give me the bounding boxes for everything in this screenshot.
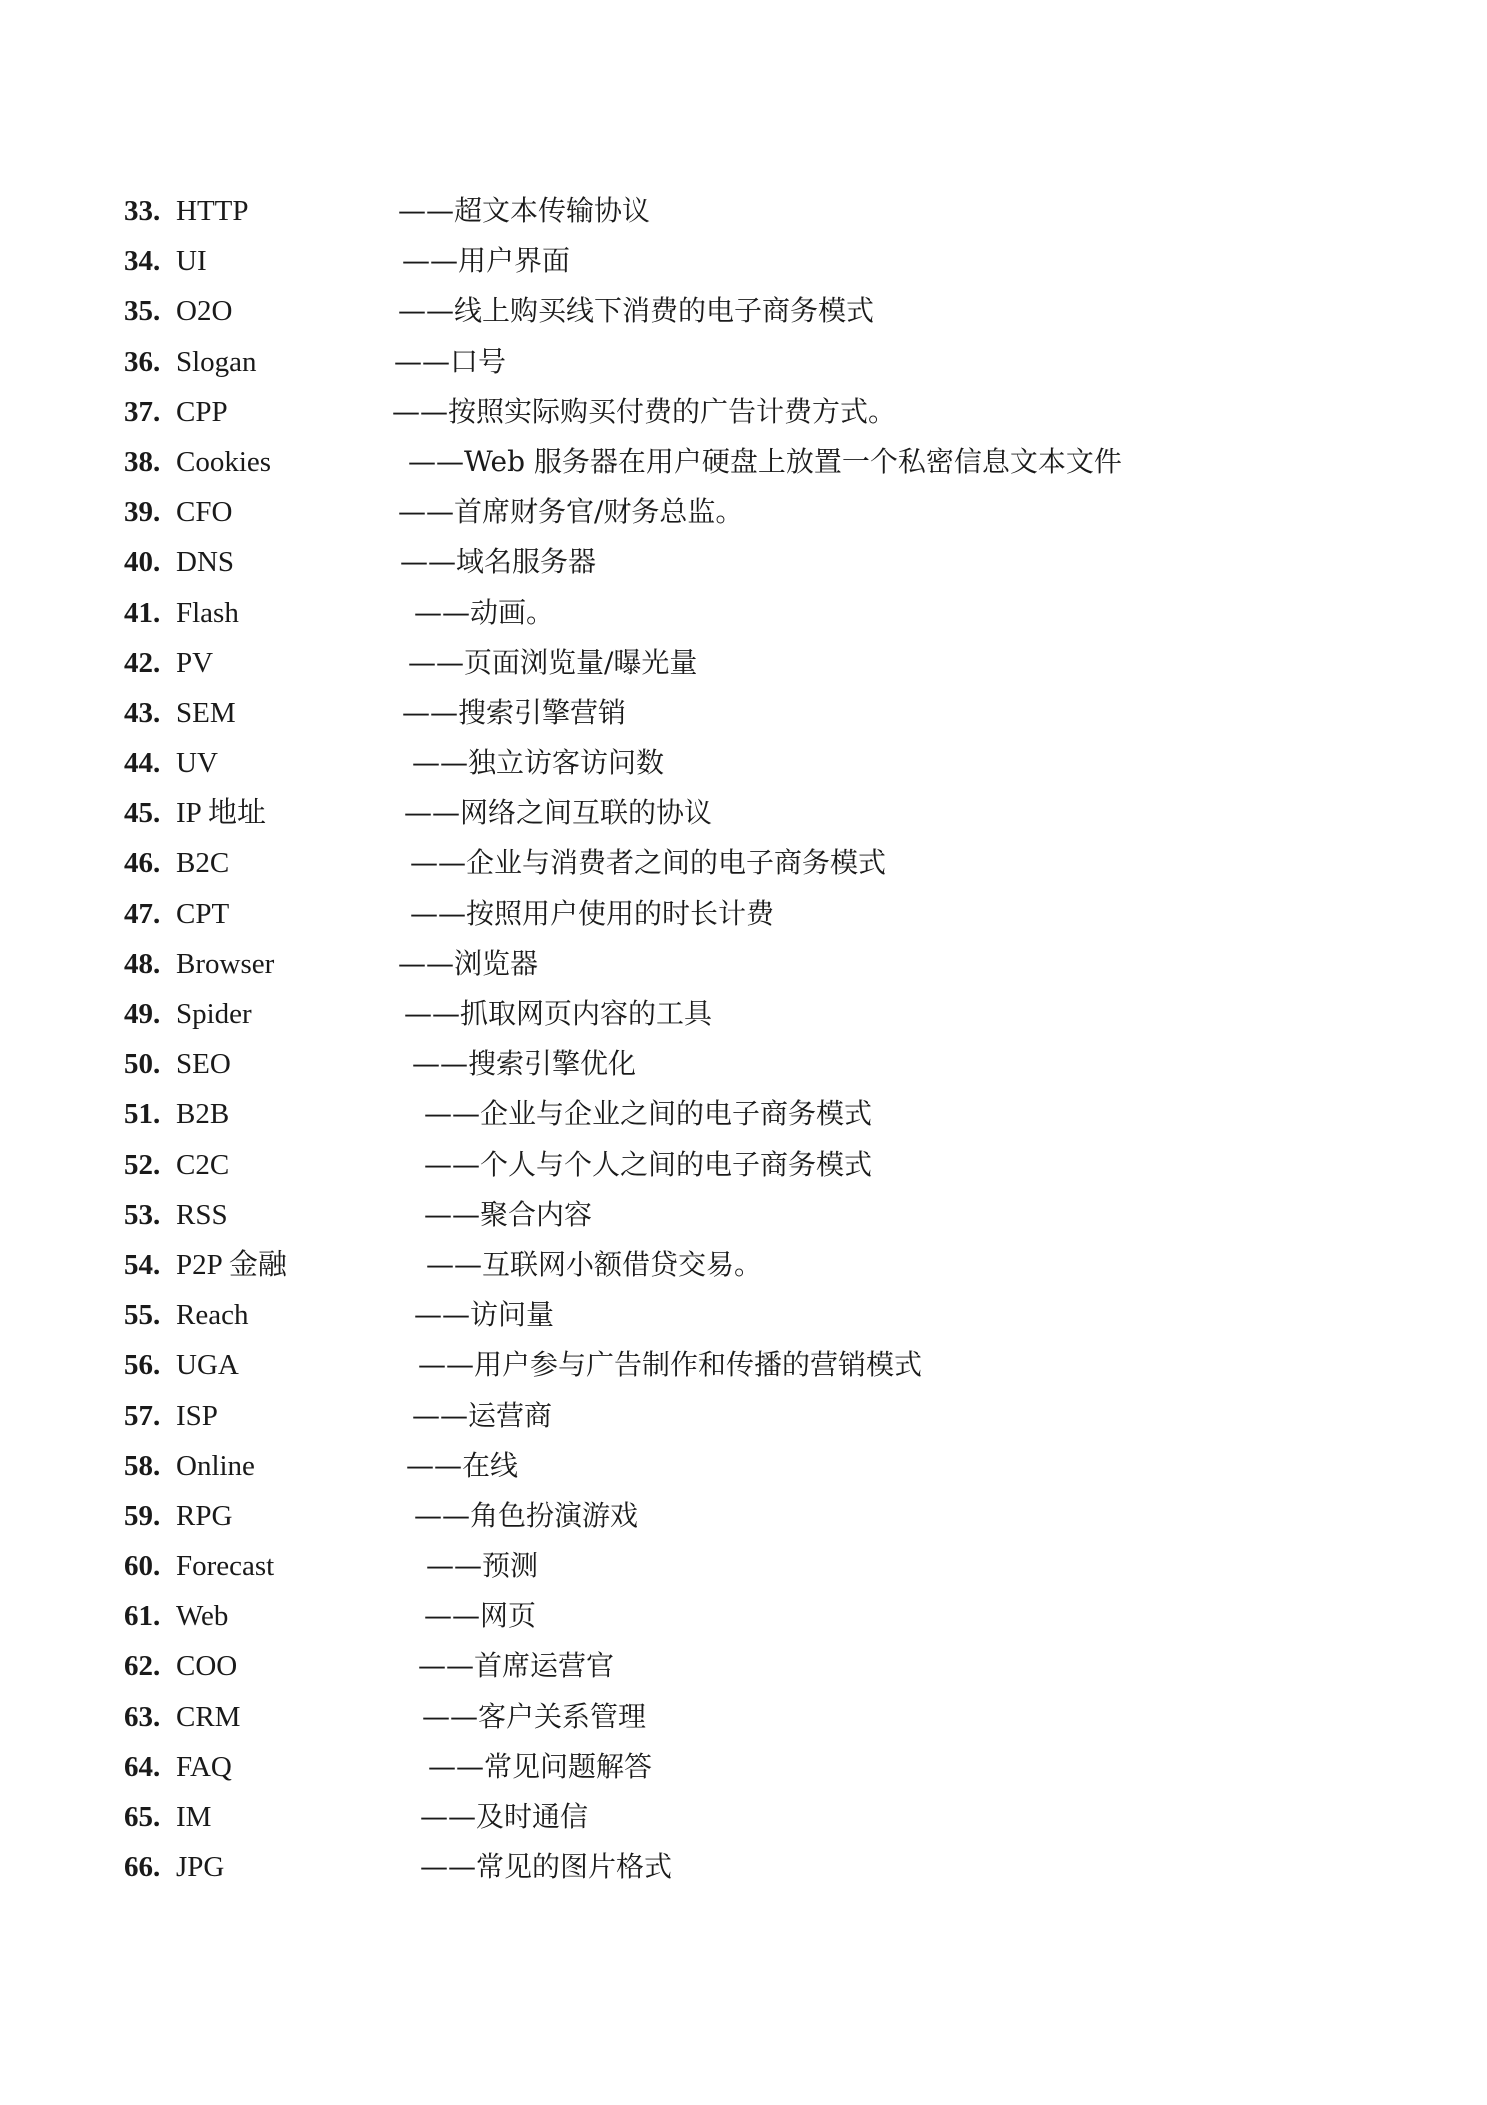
entry-number: 60.: [124, 1550, 161, 1583]
entry-term: UGA: [176, 1349, 239, 1382]
glossary-entry: [124, 989, 1384, 1039]
entry-number: 36.: [124, 345, 161, 378]
glossary-entry: [124, 1140, 1384, 1190]
entry-term: Cookies: [176, 445, 272, 478]
entry-definition: ——访问量: [414, 1298, 555, 1332]
entry-number: 56.: [124, 1349, 161, 1382]
glossary-entry: [124, 1491, 1384, 1541]
entry-definition: ——常见的图片格式: [420, 1850, 673, 1884]
glossary-entry: [124, 688, 1384, 738]
entry-term: Online: [176, 1449, 255, 1482]
glossary-entry: [124, 286, 1384, 336]
entry-definition: ——个人与个人之间的电子商务模式: [424, 1147, 873, 1181]
glossary-entry: [124, 1441, 1384, 1491]
entry-number: 41.: [124, 596, 161, 629]
entry-number: 51.: [124, 1098, 161, 1131]
glossary-entry: [124, 1340, 1384, 1390]
entry-definition: ——及时通信: [420, 1800, 589, 1833]
entry-number: 34.: [124, 245, 161, 278]
entry-term: Flash: [176, 596, 239, 629]
glossary-entry: [124, 1842, 1384, 1892]
entry-number: 55.: [124, 1299, 161, 1332]
glossary-entry: [124, 1240, 1384, 1290]
glossary-entry: [124, 1089, 1384, 1139]
entry-number: 35.: [124, 295, 161, 328]
entry-definition: ——独立访客访问数: [412, 746, 665, 780]
glossary-entry: [124, 939, 1384, 989]
entry-definition: ——预测: [426, 1549, 539, 1583]
entry-term: Web: [176, 1600, 229, 1633]
entry-definition: ——企业与企业之间的电子商务模式: [424, 1097, 873, 1131]
glossary-entry: [124, 1391, 1384, 1441]
glossary-entry: [124, 1039, 1384, 1089]
entry-definition: ——企业与消费者之间的电子商务模式: [410, 846, 887, 880]
entry-number: 66.: [124, 1851, 161, 1884]
entry-term: RPG: [176, 1499, 233, 1532]
entry-definition: ——常见问题解答: [428, 1749, 653, 1783]
glossary-entry: [124, 1692, 1384, 1742]
entry-definition: ——搜索引擎营销: [402, 695, 627, 729]
entry-number: 64.: [124, 1750, 161, 1783]
entry-term: CPP: [176, 395, 228, 428]
entry-number: 65.: [124, 1801, 161, 1833]
entry-definition: ——口号: [394, 344, 507, 378]
entry-number: 58.: [124, 1449, 161, 1482]
entry-number: 48.: [124, 947, 161, 980]
glossary-entry: [124, 487, 1384, 537]
entry-definition: ——互联网小额借贷交易。: [426, 1247, 763, 1281]
entry-term: Reach: [176, 1299, 249, 1332]
glossary-entry: [124, 889, 1384, 939]
entry-number: 45.: [124, 797, 161, 830]
glossary-entry: [124, 1641, 1384, 1691]
entry-term: SEO: [176, 1048, 231, 1081]
glossary-entry: [124, 1290, 1384, 1340]
entry-term: O2O: [176, 295, 233, 328]
entry-number: 38.: [124, 445, 161, 478]
glossary-entry: [124, 186, 1384, 236]
glossary-list: [124, 186, 1384, 1892]
entry-term: IM: [176, 1801, 212, 1833]
entry-definition: ——按照实际购买付费的广告计费方式。: [392, 394, 897, 428]
entry-definition: ——搜索引擎优化: [412, 1047, 637, 1081]
entry-definition: ——线上购买线下消费的电子商务模式: [398, 294, 875, 328]
entry-definition: ——用户参与广告制作和传播的营销模式: [418, 1348, 923, 1382]
entry-definition: ——超文本传输协议: [398, 194, 651, 227]
entry-term: ISP: [176, 1399, 218, 1432]
entry-term: CFO: [176, 496, 233, 529]
entry-definition: ——角色扮演游戏: [414, 1498, 639, 1532]
glossary-entry: [124, 1792, 1384, 1842]
glossary-entry: [124, 1541, 1384, 1591]
entry-definition: ——首席运营官: [418, 1649, 615, 1683]
entry-term: UV: [176, 747, 218, 780]
entry-term: IP 地址: [176, 797, 266, 830]
entry-term: CPT: [176, 897, 230, 930]
entry-number: 33.: [124, 195, 161, 227]
glossary-entry: [124, 838, 1384, 888]
glossary-entry: [124, 437, 1384, 487]
glossary-entry: [124, 1742, 1384, 1792]
entry-definition: ——用户界面: [402, 244, 571, 278]
entry-number: 57.: [124, 1399, 161, 1432]
entry-definition: ——运营商: [412, 1398, 553, 1432]
entry-term: P2P 金融: [176, 1248, 287, 1281]
glossary-entry: [124, 337, 1384, 387]
entry-number: 49.: [124, 998, 161, 1030]
entry-number: 44.: [124, 747, 161, 780]
entry-definition: ——Web 服务器在用户硬盘上放置一个私密信息文本文件: [408, 444, 1122, 478]
entry-term: B2C: [176, 847, 230, 880]
entry-number: 46.: [124, 847, 161, 880]
entry-term: JPG: [176, 1851, 225, 1884]
entry-term: UI: [176, 245, 207, 278]
entry-number: 50.: [124, 1048, 161, 1081]
glossary-entry: [124, 788, 1384, 838]
entry-definition: ——网页: [424, 1599, 537, 1633]
glossary-entry: [124, 638, 1384, 688]
entry-definition: ——动画。: [414, 595, 555, 629]
entry-term: COO: [176, 1650, 238, 1683]
glossary-entry: [124, 387, 1384, 437]
entry-number: 40.: [124, 546, 161, 579]
glossary-entry: [124, 1591, 1384, 1641]
entry-term: Forecast: [176, 1550, 275, 1583]
entry-term: CRM: [176, 1700, 241, 1733]
glossary-entry: [124, 738, 1384, 788]
entry-number: 52.: [124, 1148, 161, 1181]
entry-term: FAQ: [176, 1750, 232, 1783]
entry-definition: ——抓取网页内容的工具: [404, 997, 713, 1030]
entry-definition: ——页面浏览量/曝光量: [408, 645, 698, 679]
entry-term: B2B: [176, 1098, 230, 1131]
entry-number: 54.: [124, 1248, 161, 1281]
glossary-entry: [124, 537, 1384, 587]
entry-number: 39.: [124, 496, 161, 529]
entry-term: RSS: [176, 1198, 228, 1231]
entry-term: HTTP: [176, 195, 249, 227]
entry-definition: ——在线: [406, 1448, 519, 1482]
entry-number: 53.: [124, 1198, 161, 1231]
glossary-entry: [124, 236, 1384, 286]
entry-number: 63.: [124, 1700, 161, 1733]
entry-definition: ——客户关系管理: [422, 1699, 647, 1733]
entry-term: PV: [176, 646, 214, 679]
entry-term: DNS: [176, 546, 235, 579]
entry-term: Slogan: [176, 345, 257, 378]
entry-term: C2C: [176, 1148, 230, 1181]
entry-number: 42.: [124, 646, 161, 679]
entry-number: 62.: [124, 1650, 161, 1683]
entry-number: 37.: [124, 395, 161, 428]
glossary-entry: [124, 588, 1384, 638]
entry-number: 47.: [124, 897, 161, 930]
entry-definition: ——首席财务官/财务总监。: [398, 495, 744, 529]
entry-number: 61.: [124, 1600, 161, 1633]
entry-definition: ——网络之间互联的协议: [404, 796, 713, 830]
entry-term: Spider: [176, 998, 252, 1030]
glossary-entry: [124, 1190, 1384, 1240]
entry-definition: ——聚合内容: [424, 1197, 593, 1231]
entry-definition: ——按照用户使用的时长计费: [410, 896, 775, 930]
entry-number: 43.: [124, 696, 161, 729]
entry-term: Browser: [176, 947, 275, 980]
entry-term: SEM: [176, 696, 236, 729]
entry-definition: ——浏览器: [398, 946, 539, 980]
entry-definition: ——域名服务器: [400, 545, 597, 579]
entry-number: 59.: [124, 1499, 161, 1532]
